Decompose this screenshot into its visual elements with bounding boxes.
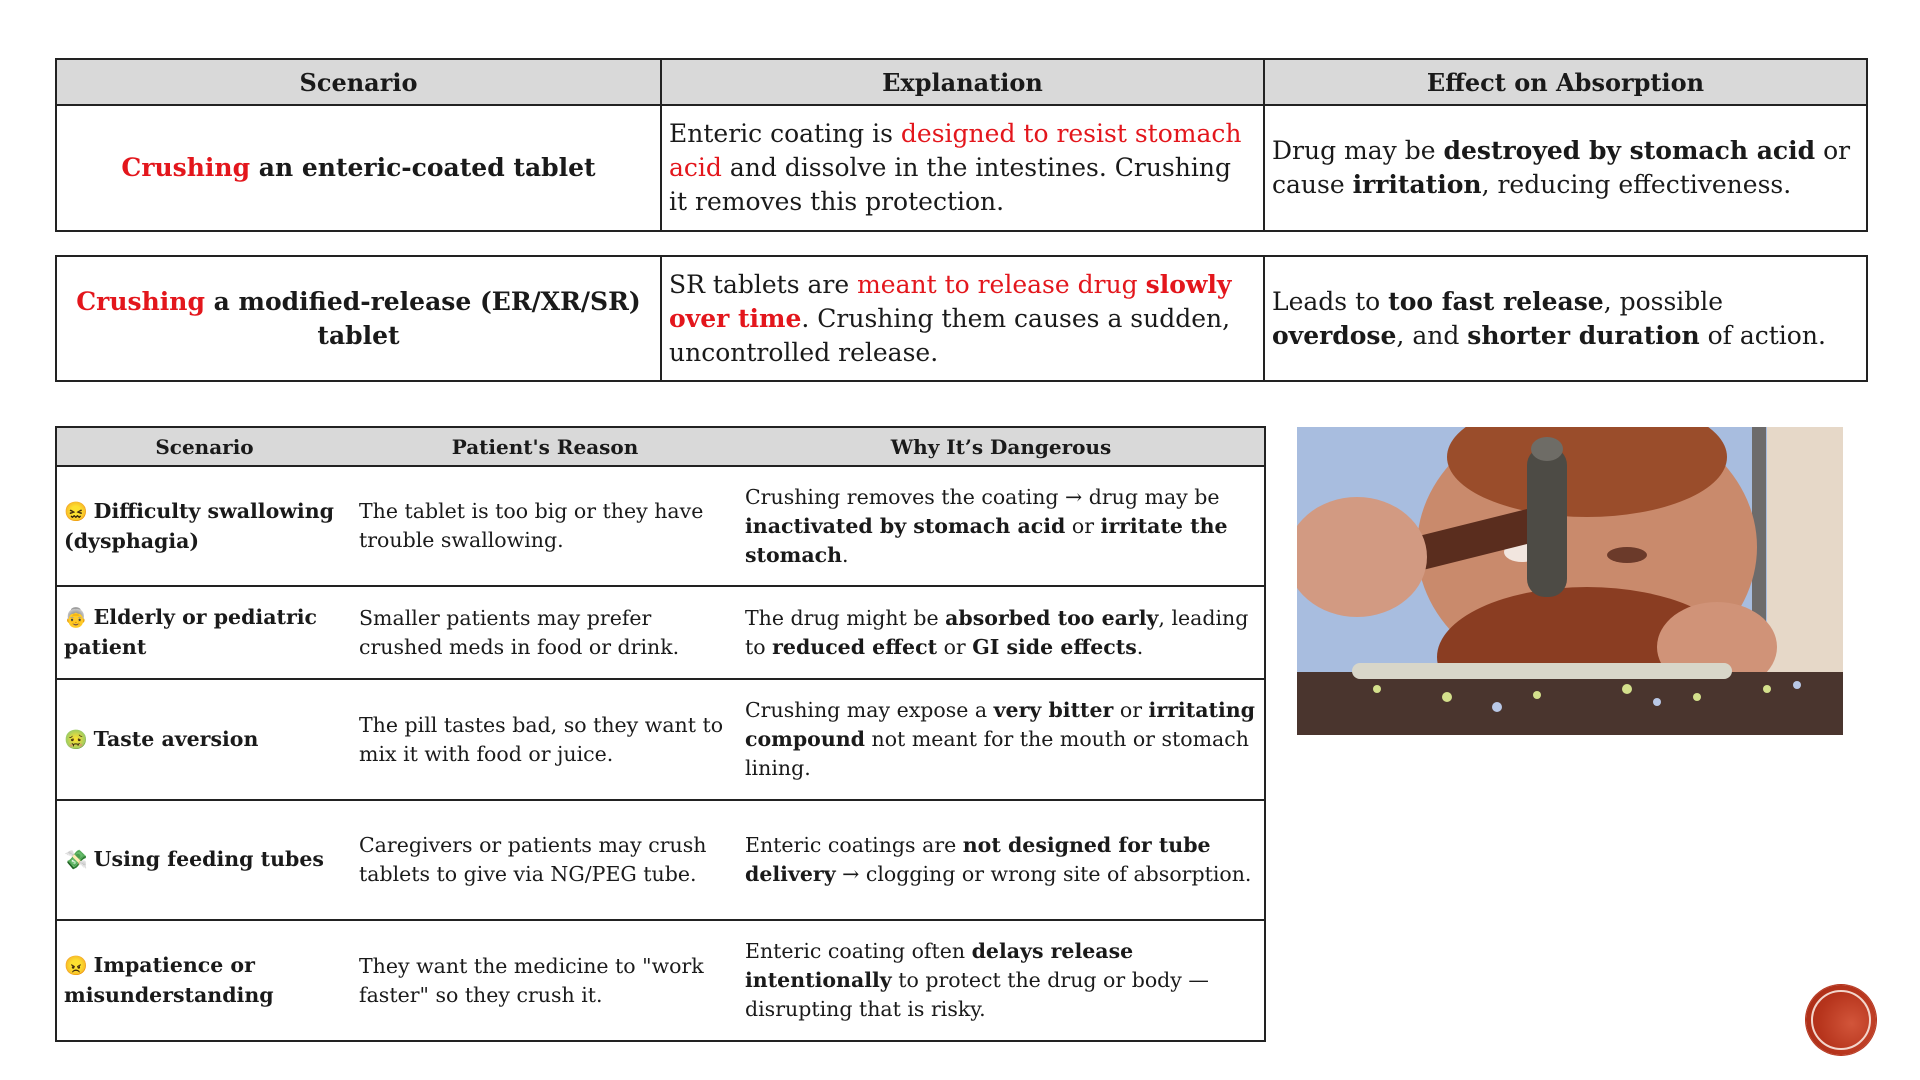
table-crushing-reasons (55, 426, 1266, 1042)
table-row (56, 920, 1265, 1041)
old-woman-icon: 👵 (64, 607, 88, 629)
explanation-text: SR tablets are (669, 269, 858, 299)
explanation-highlight: designed to resist stomach acid (669, 119, 1242, 182)
danger-text: or (1113, 698, 1149, 722)
explanation-text: Enteric coating is (669, 119, 901, 148)
effect-bold: irritation (1352, 170, 1482, 199)
scenario-text: Difficulty swallowing (dysphagia) (64, 498, 334, 553)
table-row (56, 256, 1867, 381)
danger-cell (738, 586, 1265, 679)
scenario-cell (56, 800, 352, 920)
scenario-text: Elderly or pediatric patient (64, 605, 318, 659)
header-scenario: Scenario (56, 59, 661, 105)
money-with-wings-icon: 💸 (64, 849, 88, 871)
danger-text: → clogging or wrong site of absorption. (835, 862, 1252, 886)
reason-cell: Smaller patients may prefer crushed meds in food or drink. (352, 586, 738, 679)
danger-cell (738, 679, 1265, 800)
danger-text: Crushing may expose a (745, 698, 994, 722)
danger-text: not meant for the mouth or stomach lining. (745, 727, 1249, 780)
danger-bold: irritating compound (745, 698, 1255, 751)
danger-text: . (1136, 634, 1144, 659)
table-header-row (56, 427, 1265, 466)
danger-bold: absorbed too early (945, 605, 1159, 630)
danger-bold: not designed for tube delivery (745, 833, 1211, 886)
reason-cell: Caregivers or patients may crush tablets to give via NG/PEG tube. (352, 800, 738, 920)
scenario-text: an enteric-coated tablet (250, 153, 596, 182)
highlight-crushing: Crushing (76, 286, 205, 316)
effect-text: , possible (1603, 286, 1724, 316)
danger-bold: inactivated by stomach acid (745, 513, 1066, 538)
danger-cell (738, 800, 1265, 920)
scenario-text: Impatience or misunderstanding (64, 953, 274, 1007)
scenario-text: Using feeding tubes (93, 847, 324, 871)
scenario-text: a modified-release (ER/XR/SR) tablet (204, 286, 641, 350)
table-row (56, 466, 1265, 586)
danger-bold: very bitter (993, 698, 1114, 722)
danger-text: Crushing removes the coating → drug may be (745, 484, 1220, 509)
danger-bold: reduced effect (772, 634, 938, 659)
effect-text: Drug may be (1272, 136, 1444, 165)
scenario-cell (56, 105, 661, 231)
table-row (56, 800, 1265, 920)
explanation-text: and dissolve in the intestines. Crushing it removes this protection. (669, 153, 1231, 216)
table-row (56, 586, 1265, 679)
effect-bold: too fast release (1388, 286, 1604, 316)
effect-text: or cause (1272, 136, 1851, 199)
table-header-row (56, 59, 1867, 105)
effect-bold: destroyed by stomach acid (1443, 136, 1816, 165)
table-row (56, 105, 1867, 231)
nauseated-face-icon: 🤢 (64, 728, 88, 751)
effect-bold: overdose (1272, 320, 1397, 350)
header-patient-reason: Patient's Reason (352, 427, 738, 466)
scenario-cell (56, 256, 661, 381)
explanation-highlight-bold: slowly over time (669, 269, 1232, 333)
scenario-cell (56, 466, 352, 586)
effect-cell (1264, 256, 1867, 381)
header-effect: Effect on Absorption (1264, 59, 1867, 105)
danger-text: or (1065, 513, 1101, 538)
header-explanation: Explanation (661, 59, 1264, 105)
explanation-cell (661, 105, 1264, 231)
effect-bold: shorter duration (1467, 320, 1700, 350)
effect-text: of action. (1699, 320, 1826, 350)
reason-cell: The tablet is too big or they have trouble swallowing. (352, 466, 738, 586)
danger-cell (738, 920, 1265, 1041)
danger-text: Enteric coatings are (745, 833, 963, 857)
effect-text: , reducing effectiveness. (1481, 170, 1792, 199)
header-why-dangerous: Why It’s Dangerous (738, 427, 1265, 466)
table-row (56, 679, 1265, 800)
danger-text: to protect the drug or body — disrupting that is risky. (745, 968, 1209, 1021)
reason-cell: They want the medicine to "work faster" so they crush it. (352, 920, 738, 1041)
danger-text: or (937, 634, 973, 659)
danger-cell (738, 466, 1265, 586)
angry-face-icon: 😠 (64, 955, 88, 977)
photo-illustration (1297, 427, 1843, 735)
table-enteric-coated (55, 58, 1868, 232)
effect-text: Leads to (1272, 286, 1389, 316)
effect-cell (1264, 105, 1867, 231)
danger-bold: delays release intentionally (745, 939, 1134, 992)
reason-cell: The pill tastes bad, so they want to mix it with food or juice. (352, 679, 738, 800)
confounded-face-icon: 😖 (64, 500, 88, 523)
header-scenario: Scenario (56, 427, 352, 466)
highlight-crushing: Crushing (121, 153, 251, 182)
danger-bold: GI side effects (972, 634, 1137, 659)
explanation-highlight: meant to release drug (857, 269, 1146, 299)
danger-text: The drug might be (745, 605, 946, 630)
effect-text: , and (1396, 320, 1468, 350)
danger-text: . (842, 542, 849, 567)
danger-bold: irritate the stomach (745, 513, 1228, 567)
photo-man-hammering-pills (1297, 427, 1843, 735)
danger-text: Enteric coating often (745, 939, 972, 963)
slide-decoration-circle (1806, 985, 1876, 1055)
explanation-text: . Crushing them causes a sudden, uncontrolled release. (669, 303, 1231, 367)
scenario-text: Taste aversion (93, 726, 259, 751)
scenario-cell (56, 586, 352, 679)
table-modified-release (55, 255, 1868, 382)
scenario-cell (56, 679, 352, 800)
scenario-cell (56, 920, 352, 1041)
explanation-cell (661, 256, 1264, 381)
danger-text: , leading to (745, 605, 1249, 659)
